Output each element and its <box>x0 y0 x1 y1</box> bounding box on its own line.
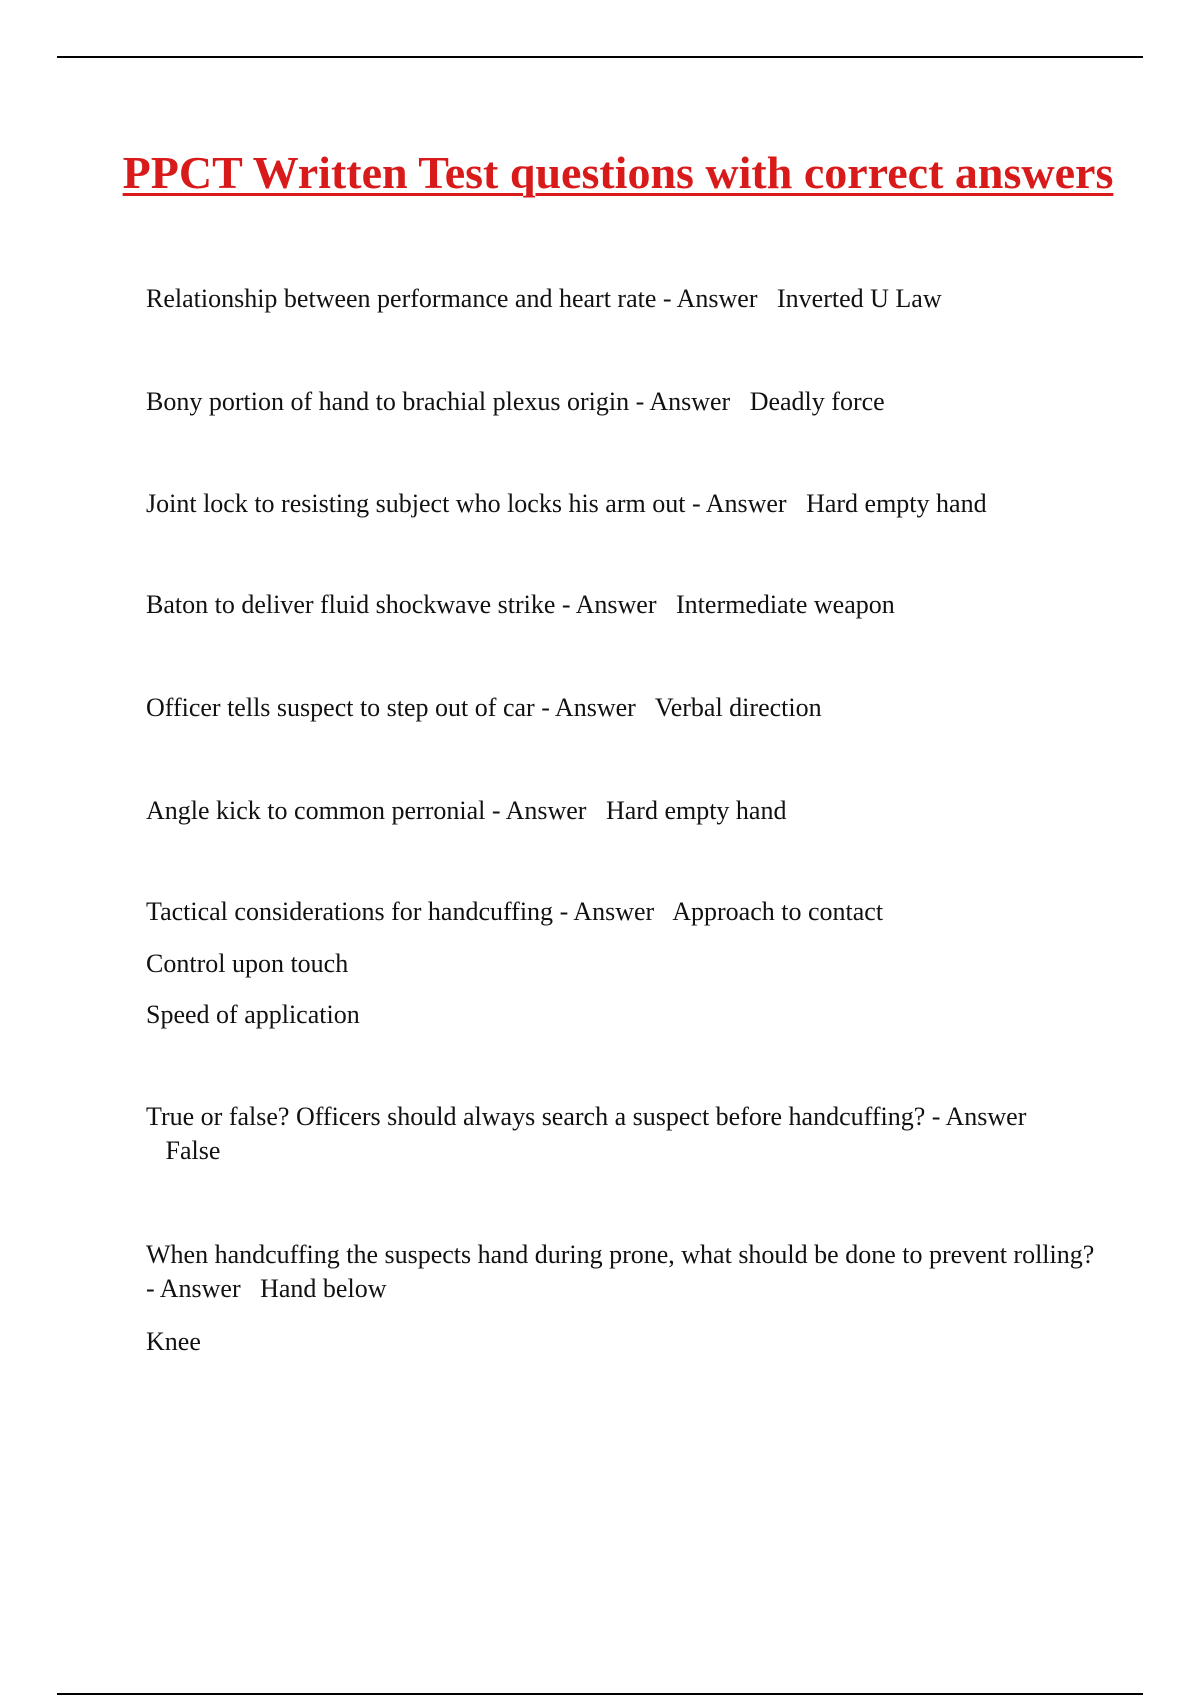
question-text: Officer tells suspect to step out of car <box>146 693 535 722</box>
footer-rule <box>57 1693 1143 1695</box>
qa-item-6: Angle kick to common perronial - Answer Hard empty hand <box>146 796 787 825</box>
header-rule <box>57 56 1143 58</box>
qa-item-7: Tactical considerations for handcuffing - Answer Approach to contact <box>146 897 884 926</box>
answer-continuation: Control upon touch <box>146 949 349 978</box>
qa-item-1: Relationship between performance and heart rate - Answer Inverted U Law <box>146 284 942 313</box>
question-text: Angle kick to common perronial <box>146 796 486 825</box>
answer-text: Hand below <box>260 1274 387 1303</box>
answer-label: Answer <box>159 1274 241 1303</box>
answer-continuation: Speed of application <box>146 1000 360 1029</box>
qa-item-9: When handcuffing the suspects hand during prone, what should be done to prevent rolling? - Answer Hand below <box>146 1240 1095 1303</box>
answer-label: Answer <box>705 489 787 518</box>
answer-continuation: Knee <box>146 1327 201 1356</box>
answer-label: Answer <box>575 590 657 619</box>
answer-label: Answer <box>676 284 758 313</box>
qa-item-3: Joint lock to resisting subject who locks his arm out - Answer Hard empty hand <box>146 489 987 518</box>
question-text: Joint lock to resisting subject who locks his arm out <box>146 489 686 518</box>
answer-text: False <box>165 1136 221 1165</box>
answer-label: Answer <box>573 897 655 926</box>
question-text: Relationship between performance and heart rate <box>146 284 657 313</box>
answer-text: Intermediate weapon <box>676 590 895 619</box>
question-text: True or false? Officers should always search a suspect before handcuffing? <box>146 1102 926 1131</box>
answer-text: Approach to contact <box>672 897 884 926</box>
answer-text: Inverted U Law <box>777 284 942 313</box>
answer-label: Answer <box>554 693 636 722</box>
answer-label: Answer <box>649 387 731 416</box>
qa-item-2: Bony portion of hand to brachial plexus origin - Answer Deadly force <box>146 387 885 416</box>
page-title: PPCT Written Test questions with correct answers <box>122 147 1114 198</box>
qa-item-4: Baton to deliver fluid shockwave strike - Answer Intermediate weapon <box>146 590 895 619</box>
question-text: Baton to deliver fluid shockwave strike <box>146 590 556 619</box>
answer-text: Deadly force <box>749 387 885 416</box>
answer-text: Hard empty hand <box>605 796 787 825</box>
question-text: When handcuffing the suspects hand during prone, what should be done to prevent rolling? <box>146 1240 1095 1269</box>
qa-item-5: Officer tells suspect to step out of car - Answer Verbal direction <box>146 693 822 722</box>
answer-text: Hard empty hand <box>806 489 987 518</box>
answer-label: Answer <box>945 1102 1027 1131</box>
question-text: Bony portion of hand to brachial plexus origin <box>146 387 630 416</box>
answer-text: Verbal direction <box>654 693 822 722</box>
question-text: Tactical considerations for handcuffing <box>146 897 554 926</box>
answer-label: Answer <box>505 796 587 825</box>
qa-item-8: True or false? Officers should always search a suspect before handcuffing? - Answer False <box>146 1102 1027 1165</box>
